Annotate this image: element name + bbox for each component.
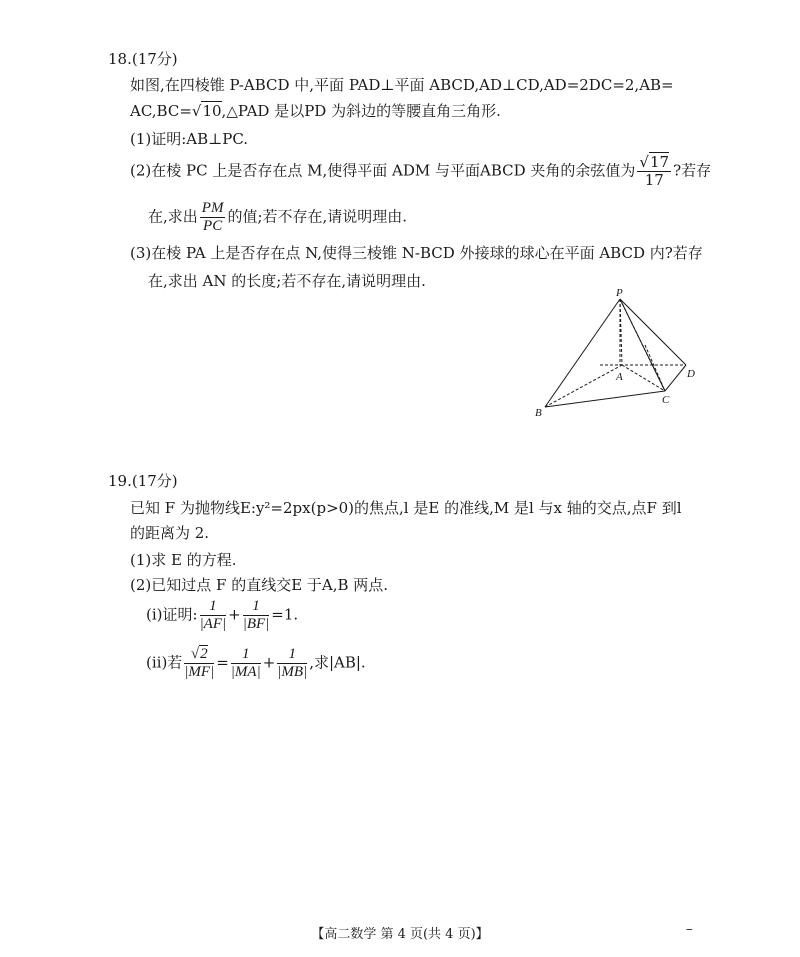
- edge-inner-2: [645, 345, 665, 391]
- q19-sub2-one-b: 1: [277, 646, 307, 664]
- q19-sub1: [146, 598, 298, 633]
- edge-AB: [545, 365, 622, 407]
- q19-sub2-suffix: ,求|AB|.: [309, 653, 366, 672]
- sqrt-symbol: √: [639, 153, 649, 171]
- label-A: A: [616, 371, 623, 383]
- q18-part3-line2: 在,求出 AN 的长度;若不存在,请说明理由.: [148, 272, 426, 290]
- q19-mf: |MF|: [184, 664, 215, 680]
- q19-sub1-prefix: (ⅰ)证明:: [146, 605, 198, 624]
- q18-number: 18.(17分): [108, 50, 178, 68]
- label-P: P: [616, 287, 623, 299]
- q18-stem-line2-suffix: ,△PAD 是以PD 为斜边的等腰直角三角形.: [221, 102, 501, 120]
- q19-frac-mb: [277, 646, 307, 681]
- q19-sub1-suffix: =1.: [271, 605, 299, 624]
- q18-part1: (1)证明:AB⊥PC.: [130, 130, 249, 148]
- edge-PC-inner: [620, 299, 665, 391]
- label-D: D: [687, 368, 695, 380]
- q19-ma: |MA|: [230, 664, 261, 680]
- q18-sqrt10: 10: [202, 102, 222, 120]
- sqrt-symbol: √: [190, 646, 200, 662]
- q19-part2: (2)已知过点 F 的直线交E 于A,B 两点.: [130, 576, 389, 594]
- q19-frac-af: [200, 598, 227, 633]
- q18-pm: PM: [201, 200, 224, 216]
- q18-part2-line1-suffix: ?若存: [673, 161, 712, 180]
- q18-stem-line2-prefix: AC,BC=: [130, 102, 192, 120]
- q18-part2-line2-suffix: 的值;若不存在,请说明理由.: [227, 207, 408, 226]
- q19-sqrt2: 2: [200, 646, 208, 662]
- q19-sub2-eq: =: [216, 653, 229, 672]
- page-footer: 【高二数学 第 4 页(共 4 页)】: [311, 927, 489, 942]
- q18-frac-num: 17: [649, 153, 670, 171]
- edge-CD: [665, 365, 686, 391]
- q18-part2-line1-prefix: (2)在棱 PC 上是否存在点 M,使得平面 ADM 与平面ABCD 夹角的余弦值为: [130, 161, 636, 180]
- q19-af: |AF|: [199, 616, 227, 632]
- q18-part2-line2: [148, 200, 407, 235]
- q19-stem-line2: 的距离为 2.: [130, 524, 210, 542]
- corner-mark: –: [686, 922, 693, 937]
- q18-part2-fraction: [637, 154, 671, 189]
- q18-pm-pc-fraction: [200, 200, 226, 235]
- sqrt-symbol: √: [191, 102, 202, 120]
- label-C: C: [662, 394, 670, 406]
- q19-one-a: 1: [200, 598, 227, 616]
- q19-sub2-prefix: (ⅱ)若: [146, 653, 183, 672]
- q19-stem-line1: 已知 F 为抛物线E:y²=2px(p>0)的焦点,l 是E 的准线,M 是l 与x 轴的交点,点F 到l: [130, 499, 682, 517]
- q19-frac-bf: [243, 598, 270, 633]
- q18-part3-line1: (3)在棱 PA 上是否存在点 N,使得三棱锥 N-BCD 外接球的球心在平面 ABCD 内?若存: [130, 244, 703, 262]
- edge-BC: [545, 391, 665, 407]
- edge-PD: [620, 299, 686, 365]
- q19-bf: |BF|: [242, 616, 270, 632]
- q18-stem-line2: [130, 100, 501, 121]
- pyramid-figure: [520, 285, 710, 420]
- q19-part1: (1)求 E 的方程.: [130, 551, 237, 569]
- q19-sub2: [146, 646, 366, 681]
- q19-number: 19.(17分): [108, 472, 178, 490]
- q19-frac-ma: [231, 646, 261, 681]
- q18-part2-line2-prefix: 在,求出: [148, 207, 198, 226]
- q19-frac-mf: [184, 646, 214, 681]
- q19-mb: |MB|: [277, 664, 308, 680]
- edge-PB: [545, 299, 620, 407]
- q18-stem-line1: 如图,在四棱锥 P-ABCD 中,平面 PAD⊥平面 ABCD,AD⊥CD,AD=2DC=2,AB=: [130, 76, 674, 94]
- q19-sub2-plus: +: [262, 653, 276, 672]
- q19-one-b: 1: [243, 598, 270, 616]
- q19-sub2-one-a: 1: [231, 646, 261, 664]
- q19-sub1-plus: +: [228, 605, 241, 624]
- q18-part2-line1: [130, 154, 711, 189]
- q18-pc: PC: [203, 218, 223, 234]
- label-B: B: [535, 407, 542, 419]
- q18-frac-den: 17: [644, 171, 664, 189]
